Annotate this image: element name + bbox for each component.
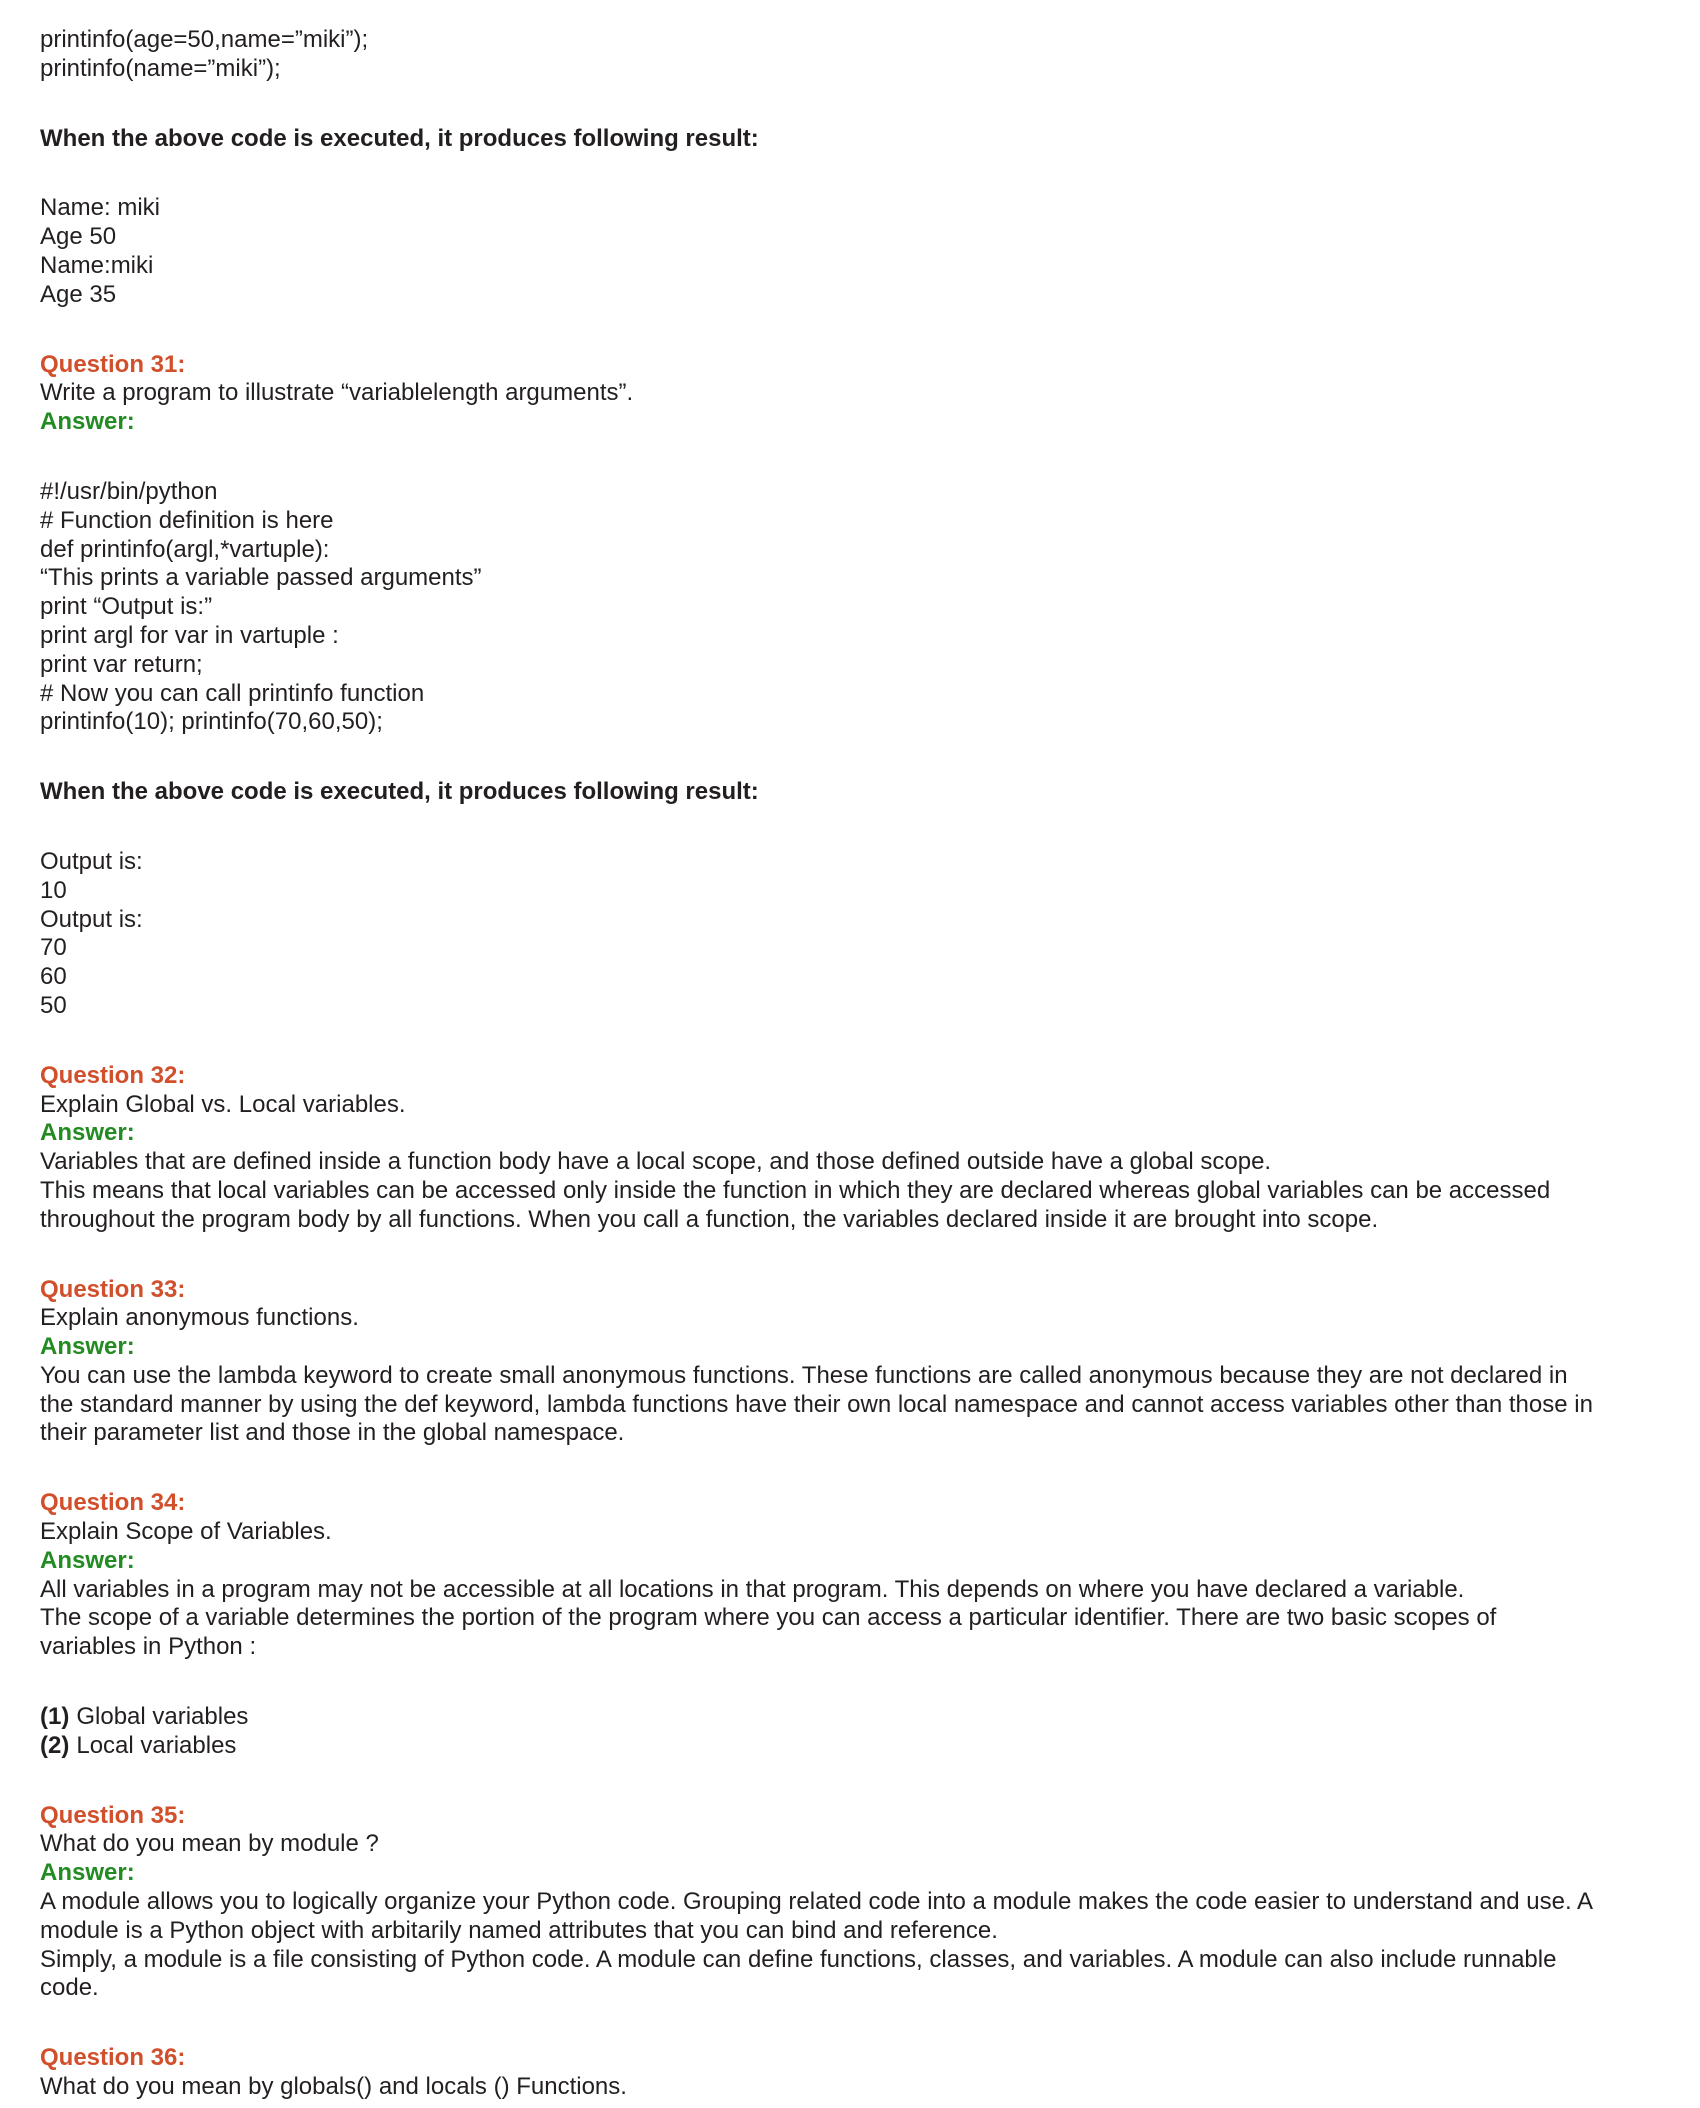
answer-line: throughout the program body by all functions. When you call a function, the variables declared inside it are brought into scope. [40,1205,1379,1233]
output-line: 10 [40,876,67,904]
code-line: print “Output is:” [40,593,213,621]
question-32-text: Explain Global vs. Local variables. [40,1090,406,1118]
answer-line: This means that local variables can be accessed only inside the function in which they are declared whereas global variables can be accessed [40,1176,1551,1204]
question-31-output-block [40,848,1684,1021]
answer-line: Simply, a module is a file consisting of Python code. A module can define functions, classes, and variables. A module can also include runnable [40,1945,1557,1973]
answer-label: Answer: [40,1119,135,1147]
code-line: # Function definition is here [40,506,334,534]
list-item [40,1703,1684,1732]
output-line: Age 35 [40,280,117,308]
answer-line: module is a Python object with arbitarily named attributes that you can bind and reference. [40,1916,998,1944]
answer-label: Answer: [40,408,135,436]
question-35-label: Question 35: [40,1801,186,1829]
code-line: def printinfo(argl,*vartuple): [40,535,330,563]
output-line: 70 [40,934,67,962]
code-line: print argl for var in vartuple : [40,621,339,649]
code-line: print var return; [40,650,203,678]
answer-line: A module allows you to logically organize your Python code. Grouping related code into a module makes the code easier to understand and use. A [40,1888,1593,1916]
list-item-number: (2) [40,1731,70,1759]
code-line: #!/usr/bin/python [40,477,218,505]
output-line: 50 [40,991,67,1019]
answer-line: variables in Python : [40,1633,257,1661]
result-heading: When the above code is executed, it produces following result: [40,124,759,152]
question-34-block [40,1489,1684,1662]
answer-line: the standard manner by using the def keyword, lambda functions have their own local namespace and cannot access variables other than those in [40,1390,1593,1418]
code-line: printinfo(name=”miki”); [40,54,281,82]
answer-line: All variables in a program may not be accessible at all locations in that program. This depends on where you have declared a variable. [40,1575,1465,1603]
code-line: “This prints a variable passed arguments” [40,564,482,592]
question-31-label: Question 31: [40,350,186,378]
list-item-text: Local variables [76,1731,237,1759]
list-item [40,1732,1684,1761]
output-line: Name:miki [40,251,154,279]
question-31-text: Write a program to illustrate “variablelength arguments”. [40,379,634,407]
result-heading-block [40,125,1684,154]
answer-label: Answer: [40,1546,135,1574]
answer-line: Variables that are defined inside a function body have a local scope, and those defined outside have a global scope. [40,1148,1272,1176]
output-line: Output is: [40,905,143,933]
output-line: Age 50 [40,223,117,251]
question-36-text: What do you mean by globals() and locals () Functions. [40,2073,627,2101]
question-33-label: Question 33: [40,1275,186,1303]
question-34-text: Explain Scope of Variables. [40,1518,332,1546]
answer-line: The scope of a variable determines the portion of the program where you can access a particular identifier. There are two basic scopes of [40,1604,1497,1632]
result-heading-block [40,778,1684,807]
intro-code-block [40,26,1684,84]
question-32-block [40,1062,1684,1235]
question-33-block [40,1276,1684,1449]
code-line: printinfo(10); printinfo(70,60,50); [40,708,383,736]
variable-scope-list [40,1703,1684,1761]
question-36-label: Question 36: [40,2044,186,2072]
output-line: 60 [40,963,67,991]
intro-output-block [40,194,1684,309]
question-35-block [40,1802,1684,2004]
answer-label: Answer: [40,1333,135,1361]
question-31-block [40,351,1684,437]
question-35-text: What do you mean by module ? [40,1830,379,1858]
question-33-text: Explain anonymous functions. [40,1304,359,1332]
list-item-text: Global variables [76,1703,249,1731]
output-line: Name: miki [40,194,161,222]
question-31-code-block [40,478,1684,737]
answer-line: code. [40,1974,99,2002]
answer-line: their parameter list and those in the global namespace. [40,1419,625,1447]
result-heading: When the above code is executed, it produces following result: [40,778,759,806]
code-line: # Now you can call printinfo function [40,679,425,707]
code-line: printinfo(age=50,name=”miki”); [40,26,369,53]
list-item-number: (1) [40,1703,70,1731]
output-line: Output is: [40,847,143,875]
answer-line: You can use the lambda keyword to create small anonymous functions. These functions are called anonymous because they are not declared in [40,1361,1568,1389]
question-34-label: Question 34: [40,1489,186,1517]
question-32-label: Question 32: [40,1061,186,1089]
answer-label: Answer: [40,1859,135,1887]
question-36-block [40,2044,1684,2102]
